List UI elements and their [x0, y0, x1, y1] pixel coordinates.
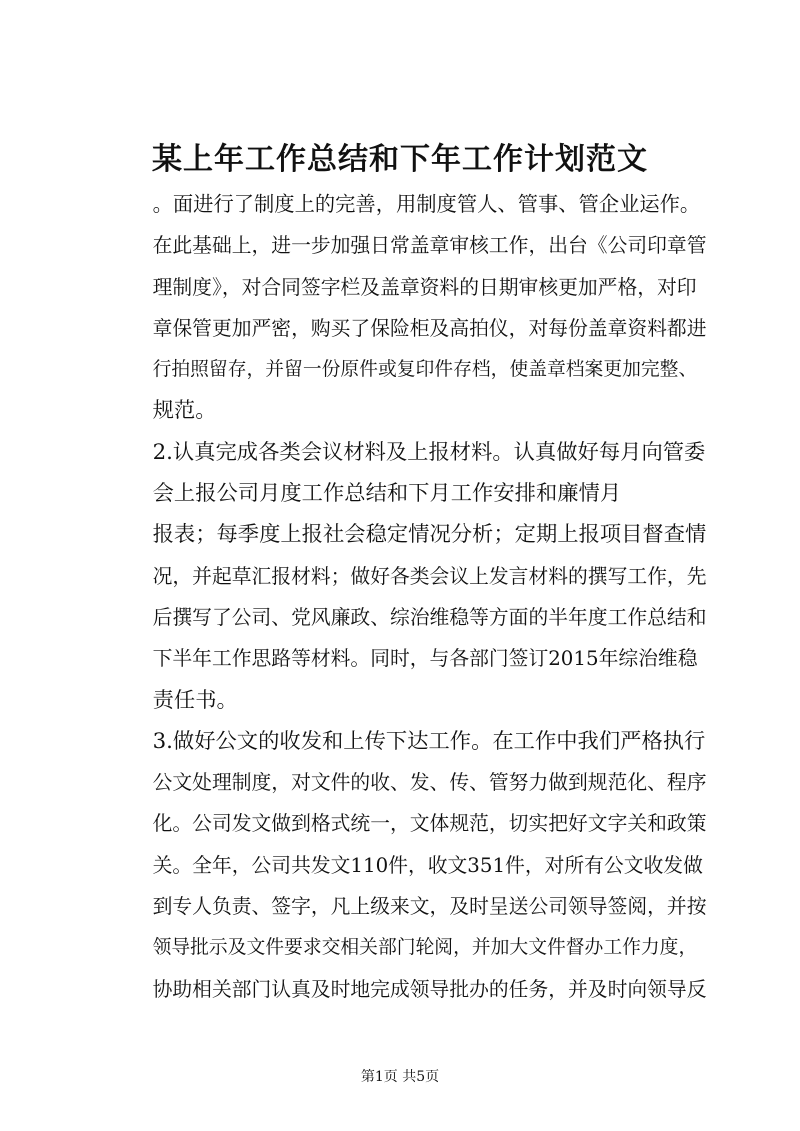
paragraph-meeting-materials [110, 432, 706, 515]
paragraph-reports [110, 514, 706, 720]
paragraph-line: 况，并起草汇报材料；做好各类会议上发言材料的撰写工作，先 [152, 564, 707, 588]
paragraph-line: 责任书。 [152, 687, 238, 713]
paragraph-line: 报表；每季度上报社会稳定情况分析；定期上报项目督查情 [152, 522, 707, 548]
document-body [110, 184, 706, 1010]
paragraph-line: 理制度》，对合同签字栏及盖章资料的日期审核更加严格，对印 [152, 275, 697, 299]
paragraph-line: 领导批示及文件要求交相关部门轮阅，并加大文件督办工作力度， [152, 937, 698, 959]
paragraph-document-handling [110, 721, 706, 1010]
paragraph-line: 关。全年，公司共发文110件，收文351件，对所有公文收发做 [152, 853, 703, 877]
paragraph-line: 。面进行了制度上的完善，用制度管人、管事、管企业运作。 [152, 192, 701, 216]
paragraph-line: 下半年工作思路等材料。同时，与各部门签订2015年综治维稳 [152, 647, 698, 671]
page-indicator: 第1页 共5页 [360, 1069, 440, 1085]
paragraph-line: 规范。 [152, 398, 217, 424]
paragraph-seal-management [110, 184, 706, 432]
paragraph-line: 章保管更加严密，购买了保险柜及高拍仪，对每份盖章资料都进 [152, 316, 707, 340]
paragraph-line: 行拍照留存，并留一份原件或复印件存档，使盖章档案更加完整、 [152, 359, 698, 381]
paragraph-line: 后撰写了公司、党风廉政、综治维稳等方面的半年度工作总结和 [152, 605, 707, 629]
document-title: 某上年工作总结和下年工作计划范文 [152, 142, 648, 177]
paragraph-line: 化。公司发文做到格式统一，文体规范，切实把好文字关和政策 [152, 812, 707, 836]
paragraph-line: 会上报公司月度工作总结和下月工作安排和廉情月 [152, 481, 622, 507]
paragraph-line: 2.认真完成各类会议材料及上报材料。认真做好每月向管委 [152, 439, 706, 465]
paragraph-line: 到专人负责、签字，凡上级来文，及时呈送公司领导签阅，并按 [152, 895, 707, 919]
paragraph-line: 在此基础上，进一步加强日常盖章审核工作，出台《公司印章管 [152, 234, 707, 258]
paragraph-line: 3.做好公文的收发和上传下达工作。在工作中我们严格执行 [152, 728, 706, 754]
paragraph-line: 协助相关部门认真及时地完成领导批办的任务，并及时向领导反 [152, 977, 707, 1001]
paragraph-line: 公文处理制度，对文件的收、发、传、管努力做到规范化、程序 [152, 771, 707, 795]
